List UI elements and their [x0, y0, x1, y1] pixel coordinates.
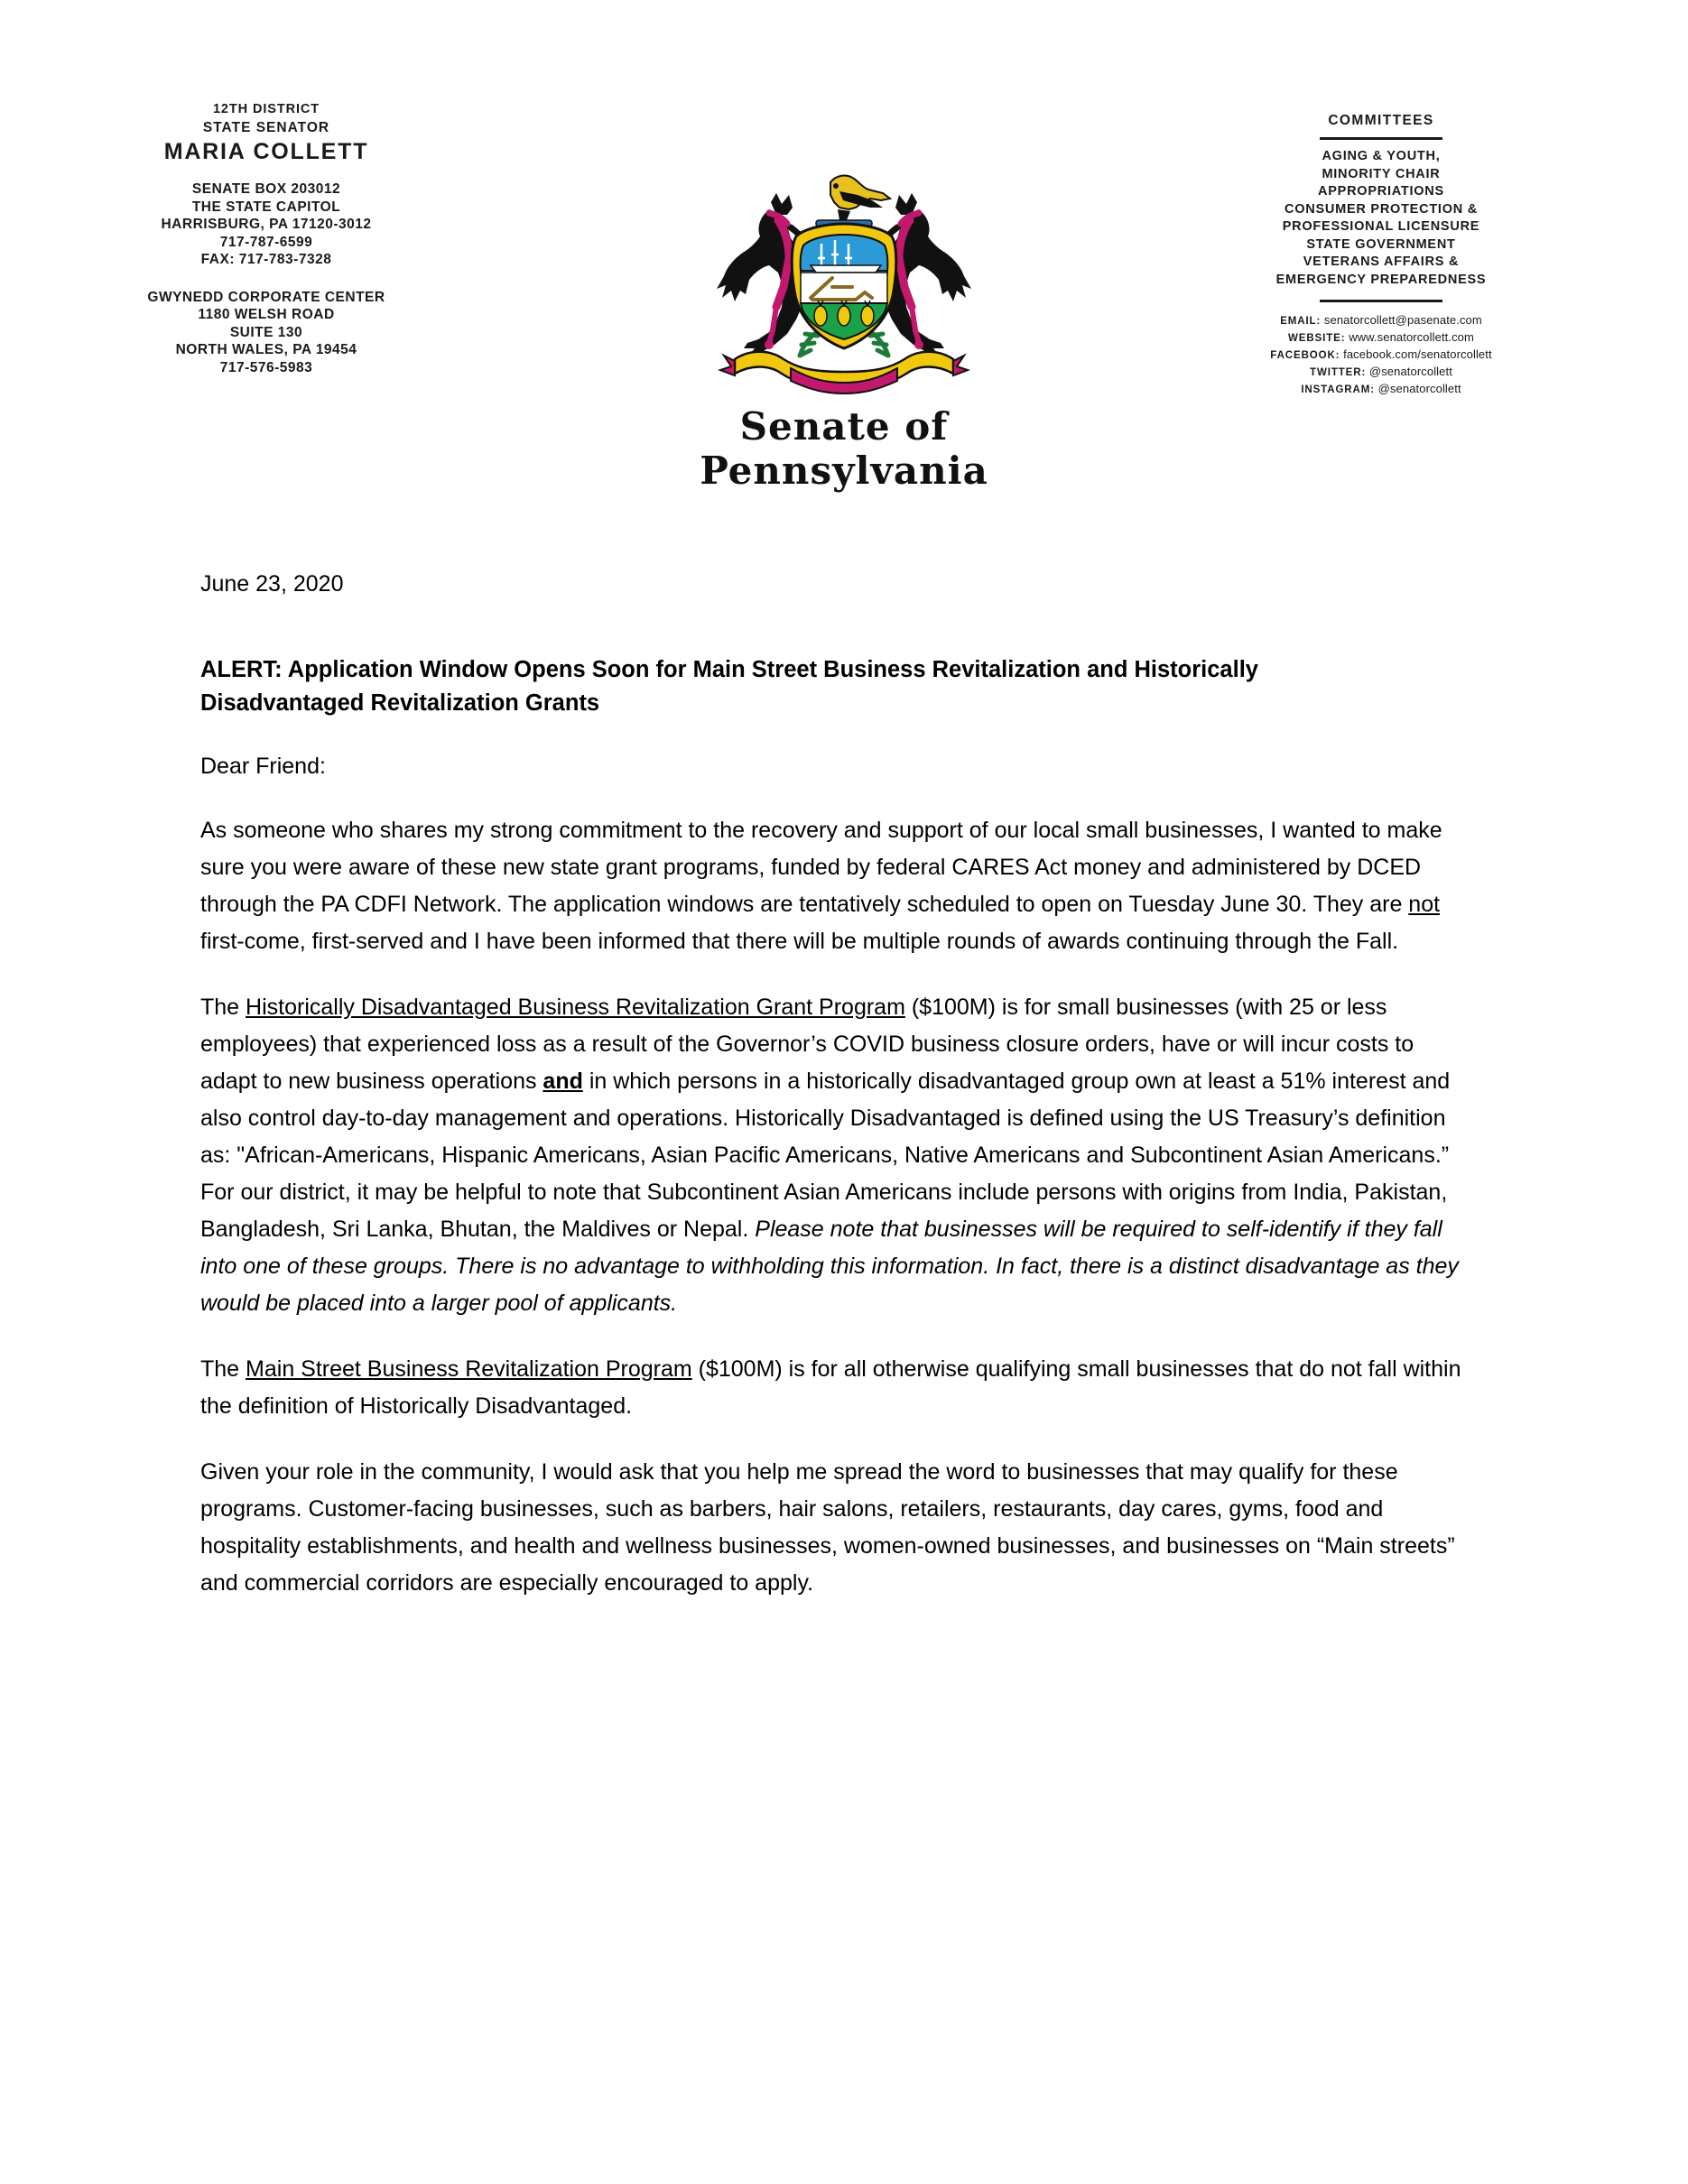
emphasis-not: not	[1408, 892, 1441, 917]
district-phone: 717-576-5983	[219, 359, 313, 375]
email-value[interactable]: senatorcollett@pasenate.com	[1323, 313, 1482, 327]
letterhead-right-column	[1210, 112, 1553, 398]
paragraph-intro-part2: first-come, first-served and I have been informed that there will be multiple rounds of awards continuing through the Fall.	[200, 929, 1399, 954]
website-value[interactable]: www.senatorcollett.com	[1349, 330, 1474, 344]
website-contact	[1210, 329, 1553, 347]
facebook-contact	[1210, 347, 1553, 364]
committee-item: PROFESSIONAL LICENSURE	[1282, 219, 1480, 234]
district-address-line: GWYNEDD CORPORATE CENTER	[147, 289, 385, 305]
letterhead-left-column	[99, 101, 433, 376]
capitol-address-line: HARRISBURG, PA 17120-3012	[161, 217, 372, 232]
letterhead	[0, 0, 1688, 493]
senator-name: MARIA COLLETT	[163, 139, 369, 164]
instagram-value[interactable]: @senatorcollett	[1377, 382, 1461, 395]
paragraph-hdbr-grant	[200, 989, 1464, 1322]
committee-item: APPROPRIATIONS	[1318, 184, 1444, 199]
contacts-divider	[1320, 300, 1442, 302]
capitol-address-line: SENATE BOX 203012	[191, 181, 341, 197]
letter-date: June 23, 2020	[200, 571, 344, 597]
paragraph-call-to-action: Given your role in the community, I would ask that you help me spread the word to businesses that may qualify for these programs. Customer-facing businesses, such as barbers, hair salons, retailers, restaurants, day cares, gyms, food and hospitality establishments, and health and wellness businesses, women-owned businesses, and businesses on “Main streets” and commercial corridors are especially encouraged to apply.	[200, 1459, 1455, 1596]
capitol-address-line: THE STATE CAPITOL	[191, 199, 341, 215]
capitol-address	[99, 180, 433, 269]
instagram-contact	[1210, 381, 1553, 398]
committee-item: VETERANS AFFAIRS &	[1303, 254, 1460, 269]
committee-item: MINORITY CHAIR	[1322, 166, 1441, 181]
district-address-line: SUITE 130	[229, 324, 303, 340]
committees-title: COMMITTEES	[1328, 113, 1434, 128]
committee-item: AGING & YOUTH,	[1322, 149, 1441, 163]
email-contact	[1210, 312, 1553, 329]
letterhead-center	[632, 171, 1056, 493]
facebook-value[interactable]: facebook.com/senatorcollett	[1343, 347, 1492, 361]
paragraph-intro	[200, 812, 1464, 960]
paragraph-main-street-program	[200, 1351, 1464, 1425]
capitol-phone: 717-787-6599	[219, 234, 313, 250]
main-street-program-name: Main Street Business Revitalization Program	[246, 1356, 692, 1382]
hdbr-part3: in which persons in a historically disadvantaged group own at least a 51% interest and also control day-to-day management and operations. Historically Disadvantaged is defined using the US Treasury’s definition as: "African-Americans, Hispanic Americans, Asian Pacific Americans, Native Americans and Subcontinent Asian Americans.” For our district, it may be helpful to note that Subcontinent Asian Americans include persons with origins from India, Pakistan, Bangladesh, Sri Lanka, Bhutan, the Maldives or Nepal.	[200, 1069, 1451, 1242]
district-address-line: NORTH WALES, PA 19454	[175, 342, 357, 357]
district-office-address	[99, 289, 433, 377]
main-street-part2: ($100M) is for all otherwise qualifying small businesses that do not fall within the definition of Historically Disadvantaged.	[200, 1356, 1461, 1419]
committees-divider	[1320, 137, 1442, 140]
committee-item: STATE GOVERNMENT	[1306, 236, 1456, 252]
salutation: Dear Friend:	[200, 754, 326, 779]
hdbr-part2: ($100M) is for small businesses (with 25 or less employees) that experienced loss as a result of the Governor’s COVID business closure orders, have or will incur costs to adapt to new business operations	[200, 995, 1414, 1094]
instagram-label: INSTAGRAM:	[1301, 384, 1375, 395]
website-label: WEBSITE:	[1288, 333, 1346, 344]
main-street-part1: The	[200, 1356, 246, 1382]
district-address-line: 1180 WELSH ROAD	[198, 307, 335, 322]
paragraph-intro-part1: As someone who shares my strong commitment to the recovery and support of our local small businesses, I wanted to make sure you were aware of these new state grant programs, funded by federal CARES Act money and administered by DCED through the PA CDFI Network. The application windows are tentatively scheduled to open on Tuesday June 30. They are	[200, 818, 1442, 917]
twitter-value[interactable]: @senatorcollett	[1368, 365, 1452, 378]
alert-headline: ALERT: Application Window Opens Soon for Main Street Business Revitalization and Historically Disadvantaged Revitalization Grants	[200, 657, 1258, 716]
emphasis-and: and	[543, 1069, 583, 1094]
committee-item: EMERGENCY PREPAREDNESS	[1275, 272, 1487, 287]
facebook-label: FACEBOOK:	[1270, 350, 1340, 361]
letter-body	[200, 569, 1464, 1631]
senate-wordmark: Senate of Pennsylvania	[700, 404, 988, 493]
hdbr-italic-note: Please note that businesses will be required to self-identify if they fall into one of these groups. There is no advantage to withholding this information. In fact, there is a distinct disadvantage as they would be placed into a larger pool of applicants.	[200, 1217, 1459, 1316]
hdbr-part1: The	[200, 995, 246, 1020]
district-label: 12TH DISTRICT	[212, 102, 320, 116]
committee-item: CONSUMER PROTECTION &	[1285, 201, 1478, 217]
twitter-label: TWITTER:	[1310, 367, 1367, 378]
hdbr-program-name: Historically Disadvantaged Business Revitalization Grant Program	[246, 995, 905, 1020]
twitter-contact	[1210, 364, 1553, 381]
capitol-fax: FAX: 717-783-7328	[200, 252, 332, 267]
role-label: STATE SENATOR	[202, 120, 330, 135]
email-label: EMAIL:	[1280, 316, 1322, 327]
pennsylvania-coat-of-arms-icon	[704, 171, 984, 397]
